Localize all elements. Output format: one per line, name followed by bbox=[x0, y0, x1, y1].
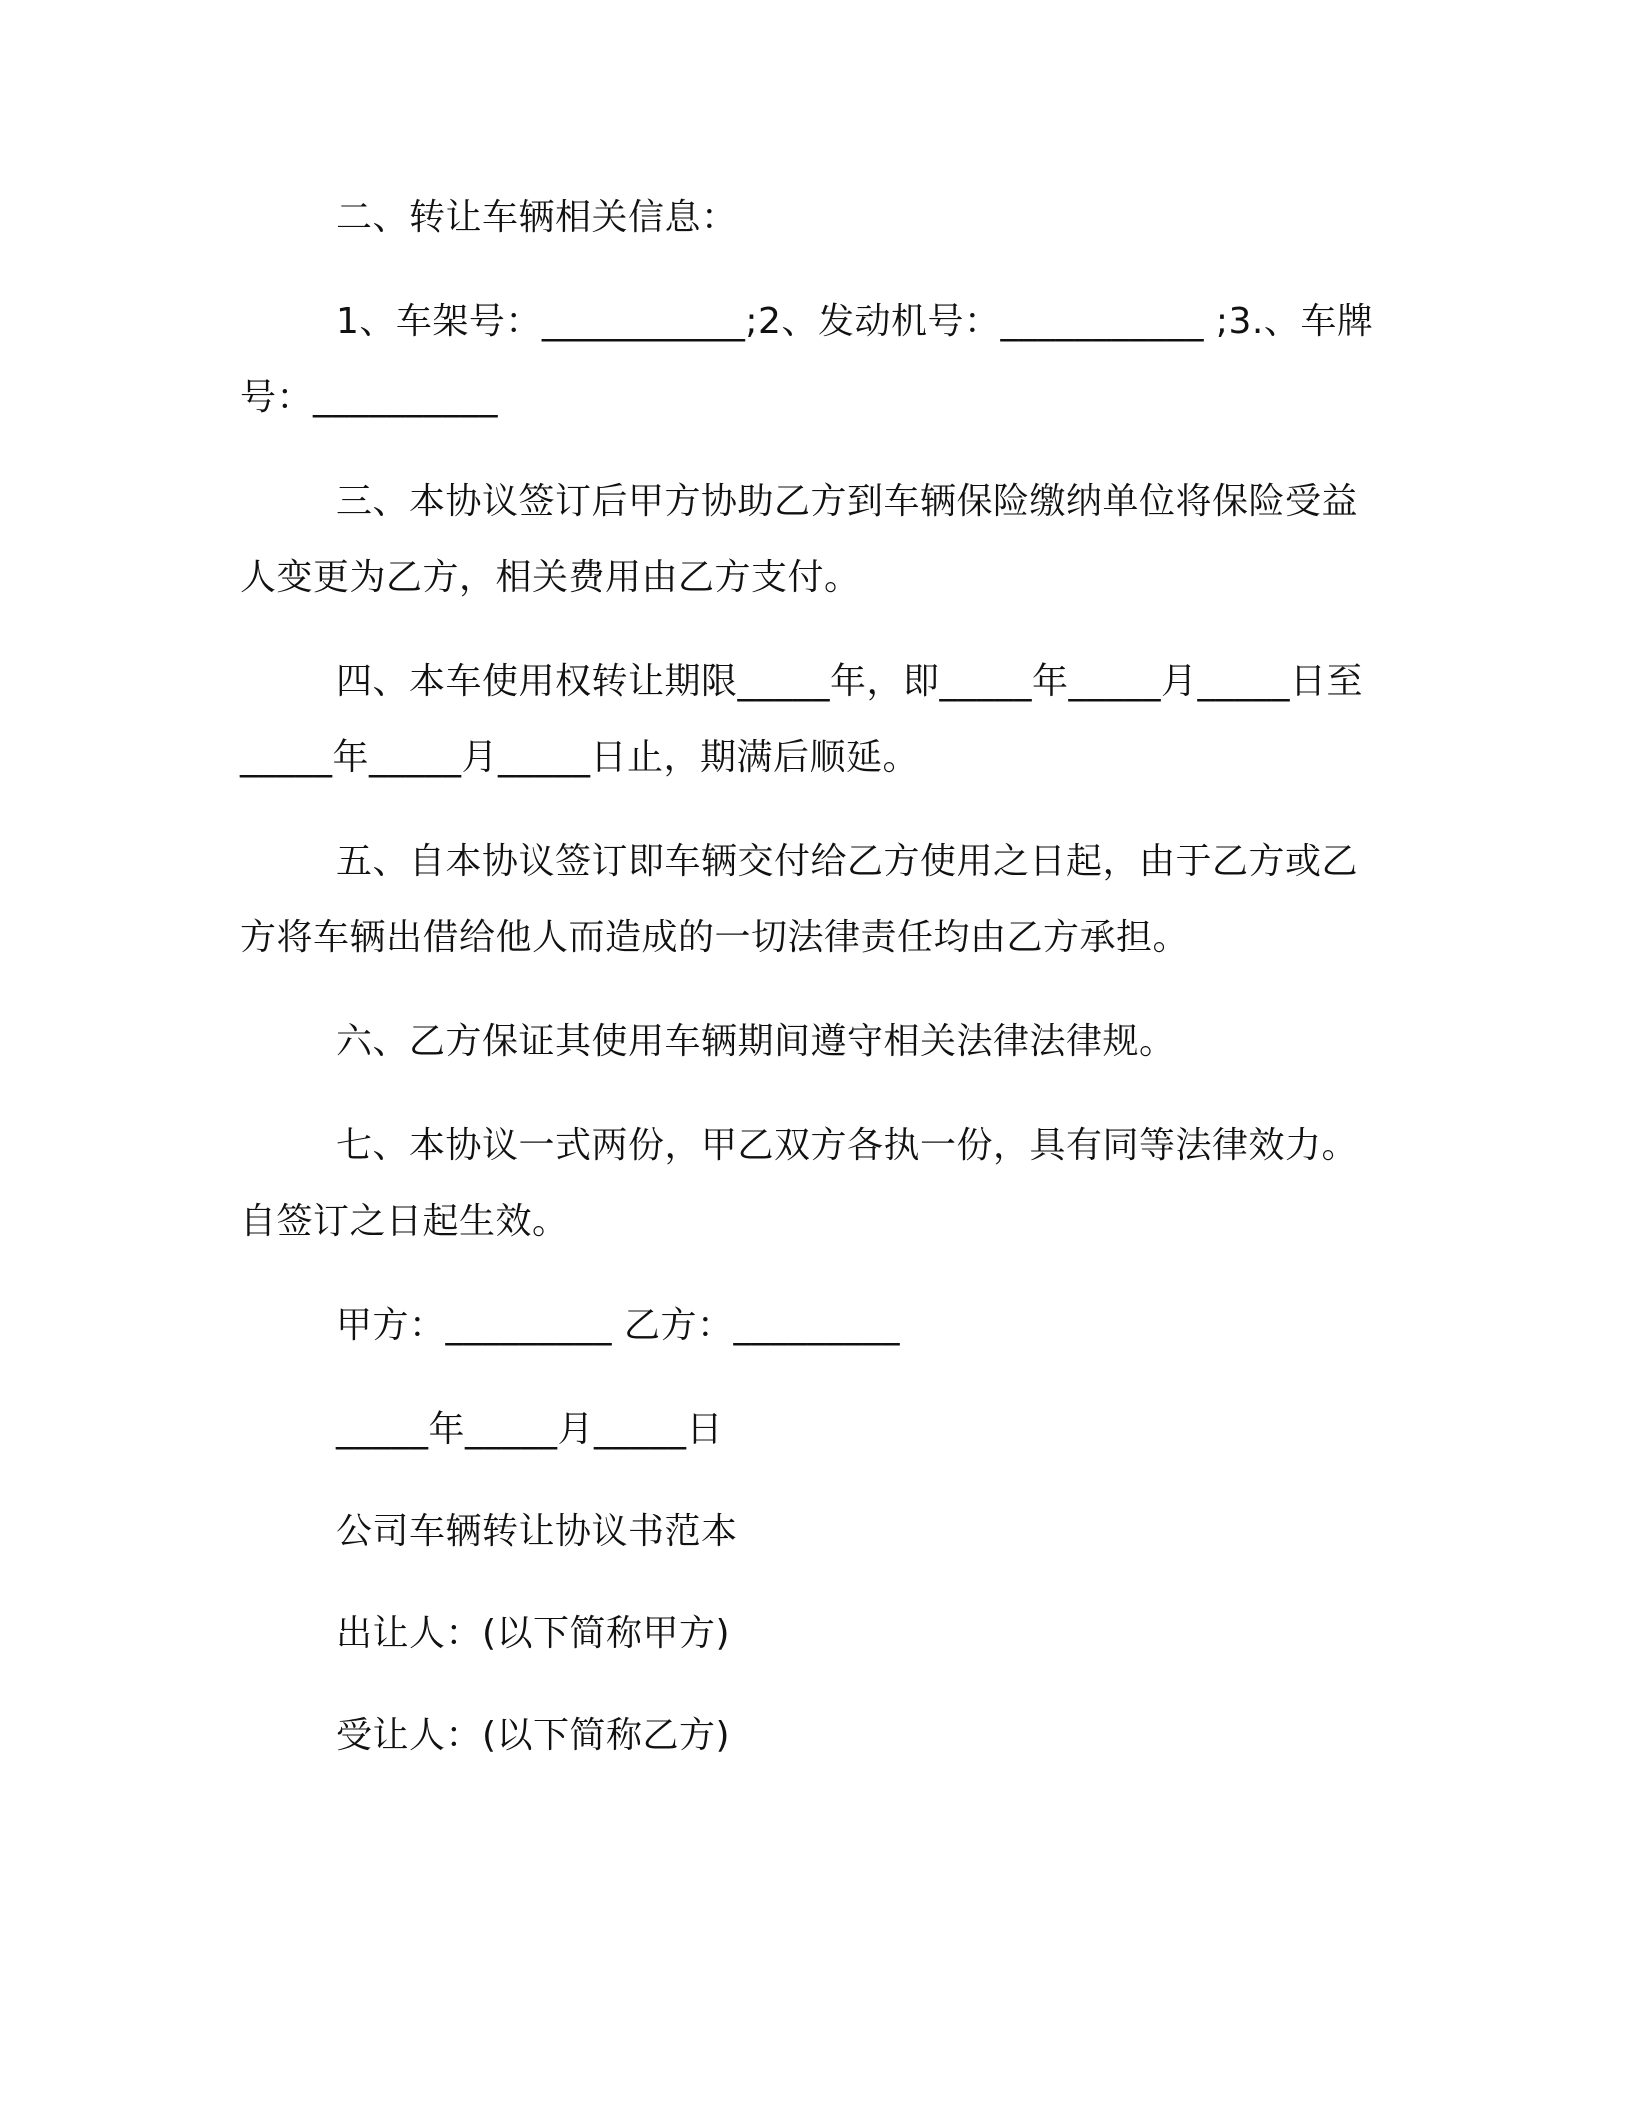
section-4-term: 四、本车使用权转让期限_____年，即_____年_____月_____日至_____年_____月_____日止，期满后顺延。 bbox=[240, 661, 1364, 778]
transferee-line: 受让人：(以下简称乙方) bbox=[336, 1715, 731, 1756]
section-2-vehicle-info: 1、车架号：___________;2、发动机号：___________ ;3.、车牌号：__________ bbox=[240, 301, 1374, 418]
section-2-heading: 二、转让车辆相关信息： bbox=[336, 197, 738, 238]
section-5-liability: 五、自本协议签订即车辆交付给乙方使用之日起，由于乙方或乙方将车辆出借给他人而造成的一切法律责任均由乙方承担。 bbox=[240, 841, 1359, 958]
section-3-insurance: 三、本协议签订后甲方协助乙方到车辆保险缴纳单位将保险受益人变更为乙方，相关费用由乙方支付。 bbox=[240, 481, 1359, 598]
template-title: 公司车辆转让协议书范本 bbox=[336, 1511, 738, 1552]
signature-line: 甲方：_________ 乙方：_________ bbox=[336, 1305, 900, 1346]
section-7-copies: 七、本协议一式两份，甲乙双方各执一份，具有同等法律效力。自签订之日起生效。 bbox=[240, 1125, 1359, 1242]
transferor-line: 出让人：(以下简称甲方) bbox=[336, 1613, 731, 1654]
date-line: _____年_____月_____日 bbox=[336, 1409, 724, 1450]
section-6-compliance: 六、乙方保证其使用车辆期间遵守相关法律法律规。 bbox=[336, 1021, 1176, 1062]
